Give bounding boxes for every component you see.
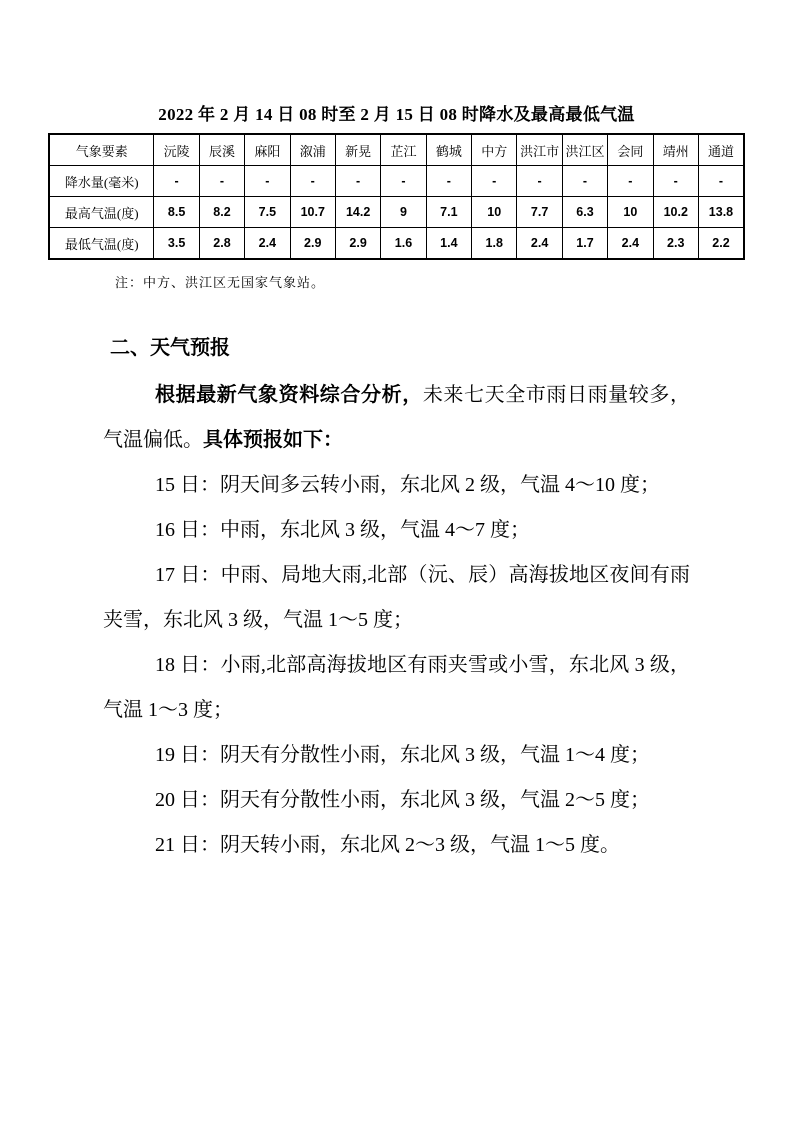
table-note: 注：中方、洪江区无国家气象站。 — [115, 275, 326, 290]
column-header: 洪江区 — [562, 134, 607, 166]
table-cell: 2.3 — [653, 228, 698, 260]
table-header-row — [49, 134, 744, 166]
section-heading: 二、天气预报 — [110, 337, 230, 359]
document-title: 2022 年 2 月 14 日 08 时至 2 月 15 日 08 时降水及最高最低气温 — [158, 105, 635, 124]
forecast-item: 20 日：阴天有分散性小雨，东北风 3 级，气温 2～5 度； — [155, 789, 650, 811]
table-cell: 7.5 — [245, 197, 290, 228]
table-cell: 1.4 — [426, 228, 471, 260]
forecast-item: 17 日：中雨、局地大雨,北部（沅、辰）高海拔地区夜间有雨夹雪，东北风 3 级，气温 1～5 度； — [103, 564, 690, 631]
table-cell: 1.6 — [381, 228, 426, 260]
table-cell: 2.2 — [698, 228, 744, 260]
table-cell: - — [472, 166, 517, 197]
column-header: 中方 — [472, 134, 517, 166]
forecast-item: 19 日：阴天有分散性小雨，东北风 3 级，气温 1～4 度； — [155, 744, 650, 766]
table-cell: 6.3 — [562, 197, 607, 228]
column-header: 鹤城 — [426, 134, 471, 166]
table-cell: 10 — [472, 197, 517, 228]
table-cell: - — [335, 166, 380, 197]
table-cell: 2.9 — [335, 228, 380, 260]
column-header: 洪江市 — [517, 134, 562, 166]
column-header: 会同 — [608, 134, 653, 166]
row-label: 最高气温(度) — [49, 197, 154, 228]
table-cell: 2.4 — [517, 228, 562, 260]
column-header: 辰溪 — [199, 134, 244, 166]
table-cell: 8.5 — [154, 197, 199, 228]
table-cell: 14.2 — [335, 197, 380, 228]
table-cell: - — [517, 166, 562, 197]
table-cell: - — [426, 166, 471, 197]
column-header: 气象要素 — [49, 134, 154, 166]
table-cell: - — [199, 166, 244, 197]
table-cell: - — [653, 166, 698, 197]
forecast-intro-lead: 根据最新气象资料综合分析， — [155, 384, 423, 406]
table-cell: 2.8 — [199, 228, 244, 260]
table-row — [49, 197, 744, 228]
table-cell: 10 — [608, 197, 653, 228]
column-header: 沅陵 — [154, 134, 199, 166]
column-header: 靖州 — [653, 134, 698, 166]
column-header: 芷江 — [381, 134, 426, 166]
table-cell: 9 — [381, 197, 426, 228]
column-header: 溆浦 — [290, 134, 335, 166]
forecast-item: 15 日：阴天间多云转小雨，东北风 2 级，气温 4～10 度； — [155, 474, 660, 496]
table-cell: 1.8 — [472, 228, 517, 260]
forecast-intro — [103, 373, 690, 463]
forecast-intro-tail: 具体预报如下： — [203, 429, 343, 451]
table-cell: - — [290, 166, 335, 197]
forecast-item: 18 日：小雨,北部高海拔地区有雨夹雪或小雪，东北风 3 级，气温 1～3 度； — [103, 654, 690, 721]
table-cell: 2.4 — [245, 228, 290, 260]
forecast-body — [103, 373, 690, 868]
table-cell: 8.2 — [199, 197, 244, 228]
table-cell: 3.5 — [154, 228, 199, 260]
row-label: 降水量(毫米) — [49, 166, 154, 197]
table-cell: 2.9 — [290, 228, 335, 260]
forecast-item: 21 日：阴天转小雨，东北风 2～3 级，气温 1～5 度。 — [155, 834, 620, 856]
table-cell: 1.7 — [562, 228, 607, 260]
table-row — [49, 228, 744, 260]
row-label: 最低气温(度) — [49, 228, 154, 260]
table-cell: - — [245, 166, 290, 197]
table-cell: - — [608, 166, 653, 197]
column-header: 通道 — [698, 134, 744, 166]
column-header: 新晃 — [335, 134, 380, 166]
table-cell: - — [562, 166, 607, 197]
weather-table — [48, 133, 745, 260]
table-cell: 10.2 — [653, 197, 698, 228]
table-cell: 2.4 — [608, 228, 653, 260]
table-cell: - — [381, 166, 426, 197]
table-cell: - — [154, 166, 199, 197]
forecast-intro-text: 未来七天全市雨日雨量较多，气温偏低。 — [103, 384, 691, 451]
table-cell: 13.8 — [698, 197, 744, 228]
table-cell: 7.1 — [426, 197, 471, 228]
forecast-item: 16 日：中雨，东北风 3 级，气温 4～7 度； — [155, 519, 530, 541]
table-cell: - — [698, 166, 744, 197]
table-cell: 7.7 — [517, 197, 562, 228]
table-row — [49, 166, 744, 197]
column-header: 麻阳 — [245, 134, 290, 166]
table-cell: 10.7 — [290, 197, 335, 228]
